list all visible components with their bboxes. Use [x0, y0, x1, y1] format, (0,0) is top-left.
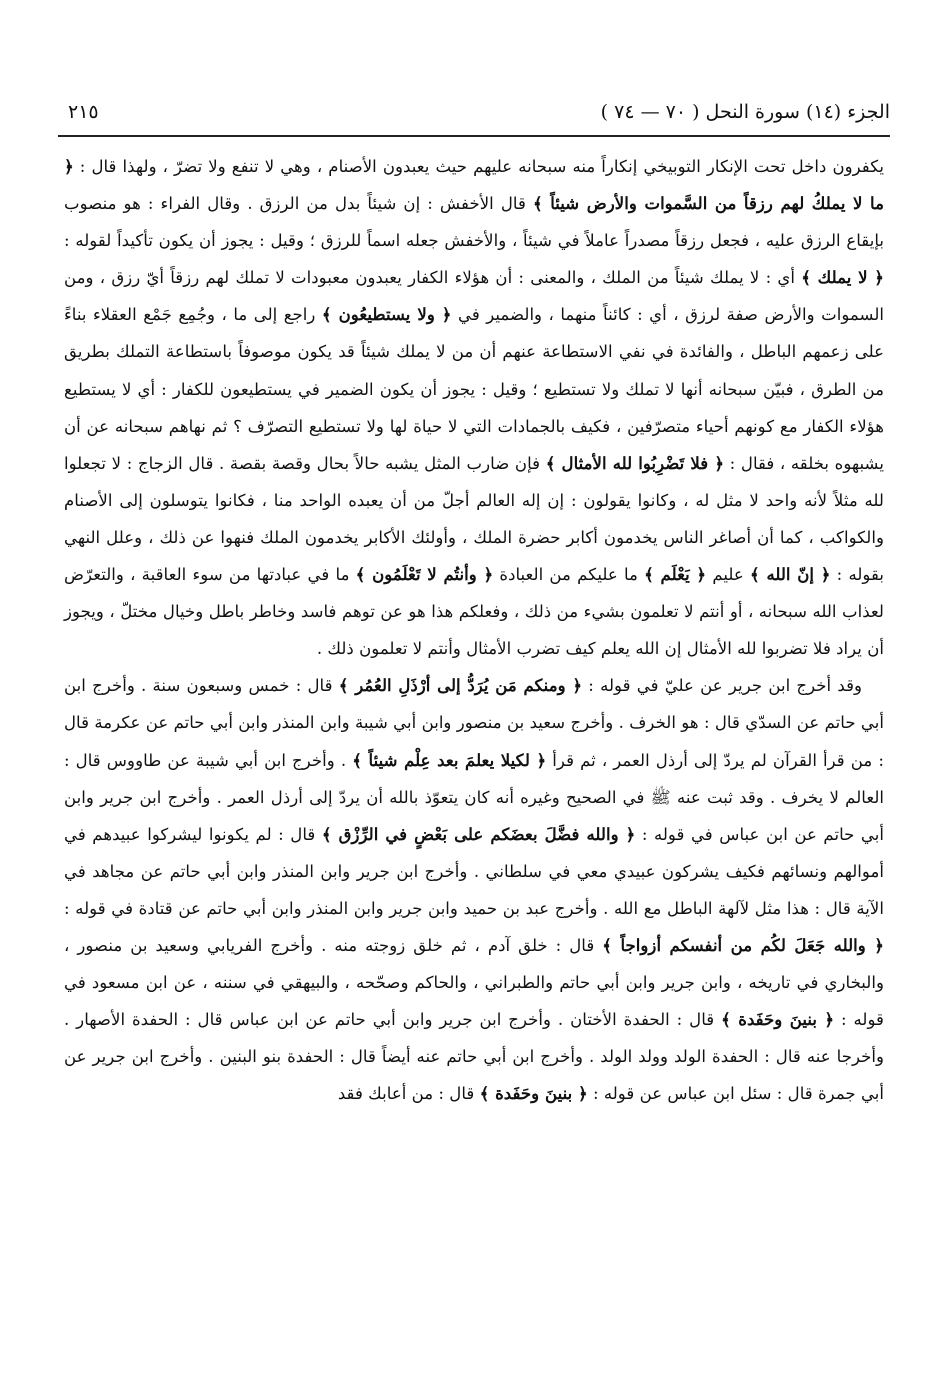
text-run: وقد أخرج ابن جرير عن عليّ في قوله : [582, 676, 863, 696]
text-run: قال الأخفش : إن شيئاً بدل من الرزق . وقال الفراء : هو منصوب بإيقاع الرزق عليه ، فجعل رزقاً مصدراً عاملاً في شيئاً ، والأخفش جعله اسماً للرزق ؛ وقيل : يجوز أن يكون تأكيداً لقوله : [64, 194, 884, 251]
text-run: ما عليكم من العبادة [493, 565, 645, 585]
quran-quote: ﴿ وأنتُم لا تَعْلَمُون ﴾ [355, 564, 494, 585]
text-run: يكفرون داخل تحت الإنكار التوبيخي إنكاراً منه سبحانه عليهم حيث يعبدون الأصنام ، وهي لا تنفع ولا تضرّ ، ولهذا قال : [73, 157, 884, 176]
text-run: قال : لم يكونوا ليشركوا عبيدهم في أموالهم ونسائهم فكيف يشركون عبيدي معي في سلطاني . وأخرج ابن جرير وابن المنذر وابن أبي حاتم عن مجاهد في الآية قال : هذا مثل لآلهة الباطل مع الله . وأخرج عبد بن حميد وابن جرير وابن المنذر وابن أبي حاتم عن قتادة في قوله : [64, 824, 884, 918]
text-run: عليم [706, 565, 751, 585]
text-run: راجع إلى ما ، وجُمِع جَمْع العقلاء بناءً على زعمهم الباطل ، والفائدة في نفي الاستطاعة عنهم أن من لا يملك شيئاً قد يكون موصوفاً باستطاعة التملك بطريق من الطرق ، فبيّن سبحانه أنها لا تملك ولا تستطيع ؛ وقيل : يجوز أن يكون الضمير في يستطيعون للكفار : أي لا يستطيع هؤلاء الكفار مع كونهم أحياء متصرّفين ، فكيف بالجمادات التي لا حياة لها ولا تستطيع التصرّف ؟ ثم نهاهم سبحانه عن أن يشبهوه بخلقه ، فقال : [64, 305, 884, 473]
text-run: أي : لا يملك شيئاً من الملك ، والمعنى : أن هؤلاء الكفار يعبدون معبودات لا تملك لهم رزقاً أيّ رزق ، ومن السموات والأرض صفة لرزق ، أي : كائناً منهما ، والضمير في [64, 268, 884, 325]
quran-quote: ﴿ إنّ الله ﴾ [750, 564, 831, 585]
quran-quote: ﴿ والله جَعَلَ لكُم من أنفسكم أزواجاً ﴾ [602, 934, 884, 955]
text-run: قال : خمس وسبعون سنة . وأخرج ابن أبي حاتم عن السدّي قال : هو الخرف . وأخرج سعيد بن منصور وابن أبي شيبة وابن المنذر وابن أبي حاتم عن عكرمة قال : من قرأ القرآن لم يردّ إلى أرذل العمر ، ثم قرأ [64, 676, 884, 770]
paragraph-1 [64, 148, 884, 667]
quran-quote: ﴿ ولا يستطيعُون ﴾ [321, 304, 452, 325]
quran-quote: ﴿ ما لا يملكُ لهم رزقاً من السَّموات والأرض شيئاً ﴾ [64, 156, 884, 214]
quran-quote: ﴿ بنينَ وحَفَدة ﴾ [721, 1009, 835, 1030]
quran-quote: ﴿ لا يملك ﴾ [801, 267, 884, 288]
quran-quote: ﴿ والله فضَّلَ بعضَكم على بَعْضٍ في الرِّزْق ﴾ [321, 823, 636, 844]
text-run: قال : الحفدة الأختان . وأخرج ابن جرير وابن أبي حاتم عن ابن عباس قال : الحفدة الأصهار . وأخرجا عنه قال : الحفدة الولد وولد الولد . وأخرج ابن أبي حاتم عنه أيضاً قال : الحفدة بنو البنين . وأخرج ابن جرير عن أبي جمرة قال : سئل ابن عباس عن قوله : [64, 1010, 884, 1104]
quran-quote: ﴿ يَعْلَم ﴾ [644, 564, 707, 585]
quran-quote: ﴿ بنينَ وحَفَدة ﴾ [479, 1083, 588, 1104]
page-header [58, 95, 890, 135]
page-number: ٢١٥ [68, 101, 99, 123]
page-body [64, 148, 884, 1112]
running-title: الجزء (١٤) سورة النحل ( ٧٠ — ٧٤ ) [600, 101, 890, 123]
quran-quote: ﴿ فلا تَضْرِبُوا لله الأمثال ﴾ [545, 452, 725, 473]
quran-quote: ﴿ لكيلا يعلمَ بعد عِلْم شيئاً ﴾ [352, 749, 547, 770]
text-run: . وأخرج ابن أبي شيبة عن طاووس قال : العالم لا يخرف . وقد ثبت عنه ﷺ في الصحيح وغيره أنه كان يتعوّذ بالله أن يردّ إلى أرذل العمر . وأخرج ابن جرير وابن أبي حاتم عن ابن عباس في قوله : [64, 750, 884, 844]
text-run: فإن ضارب المثل يشبه حالاً بحال وقصة بقصة . قال الزجاج : لا تجعلوا لله مثلاً لأنه واحد لا مثل له ، وكانوا يقولون : إن إله العالم أجلّ من أن يعبده الواحد منا ، فكانوا يتوسلون إلى الأصنام والكواكب ، كما أن أصاغر الناس يخدمون أكابر حضرة الملك ، وأولئك الأكابر يخدمون الملك فنهوا عن ذلك ، وعلل النهي بقوله : [64, 453, 884, 585]
header-rule [58, 135, 890, 137]
text-run: قال : من أعابك فقد [337, 1084, 480, 1104]
quran-quote: ﴿ ومنكم مَن يُرَدُّ إلى أرْذَلِ العُمُر ﴾ [338, 675, 583, 696]
text-run: قال : خلق آدم ، ثم خلق زوجته منه . وأخرج الفريابي وسعيد بن منصور ، والبخاري في تاريخه ، وابن جرير وابن أبي حاتم والطبراني ، والحاكم وصحّحه ، والبيهقي في سننه ، عن ابن مسعود في قوله : [64, 935, 884, 1030]
text-run: ما في عبادتها من سوء العاقبة ، والتعرّض لعذاب الله سبحانه ، أو أنتم لا تعلمون بشيء من ذلك ، وفعلكم هذا هو عن توهم فاسد وخاطر باطل وخيال مختلّ ، ويجوز أن يراد فلا تضربوا لله الأمثال إن الله يعلم كيف تضرب الأمثال وأنتم لا تعلمون ذلك . [64, 565, 884, 659]
paragraph-2 [64, 667, 884, 1112]
